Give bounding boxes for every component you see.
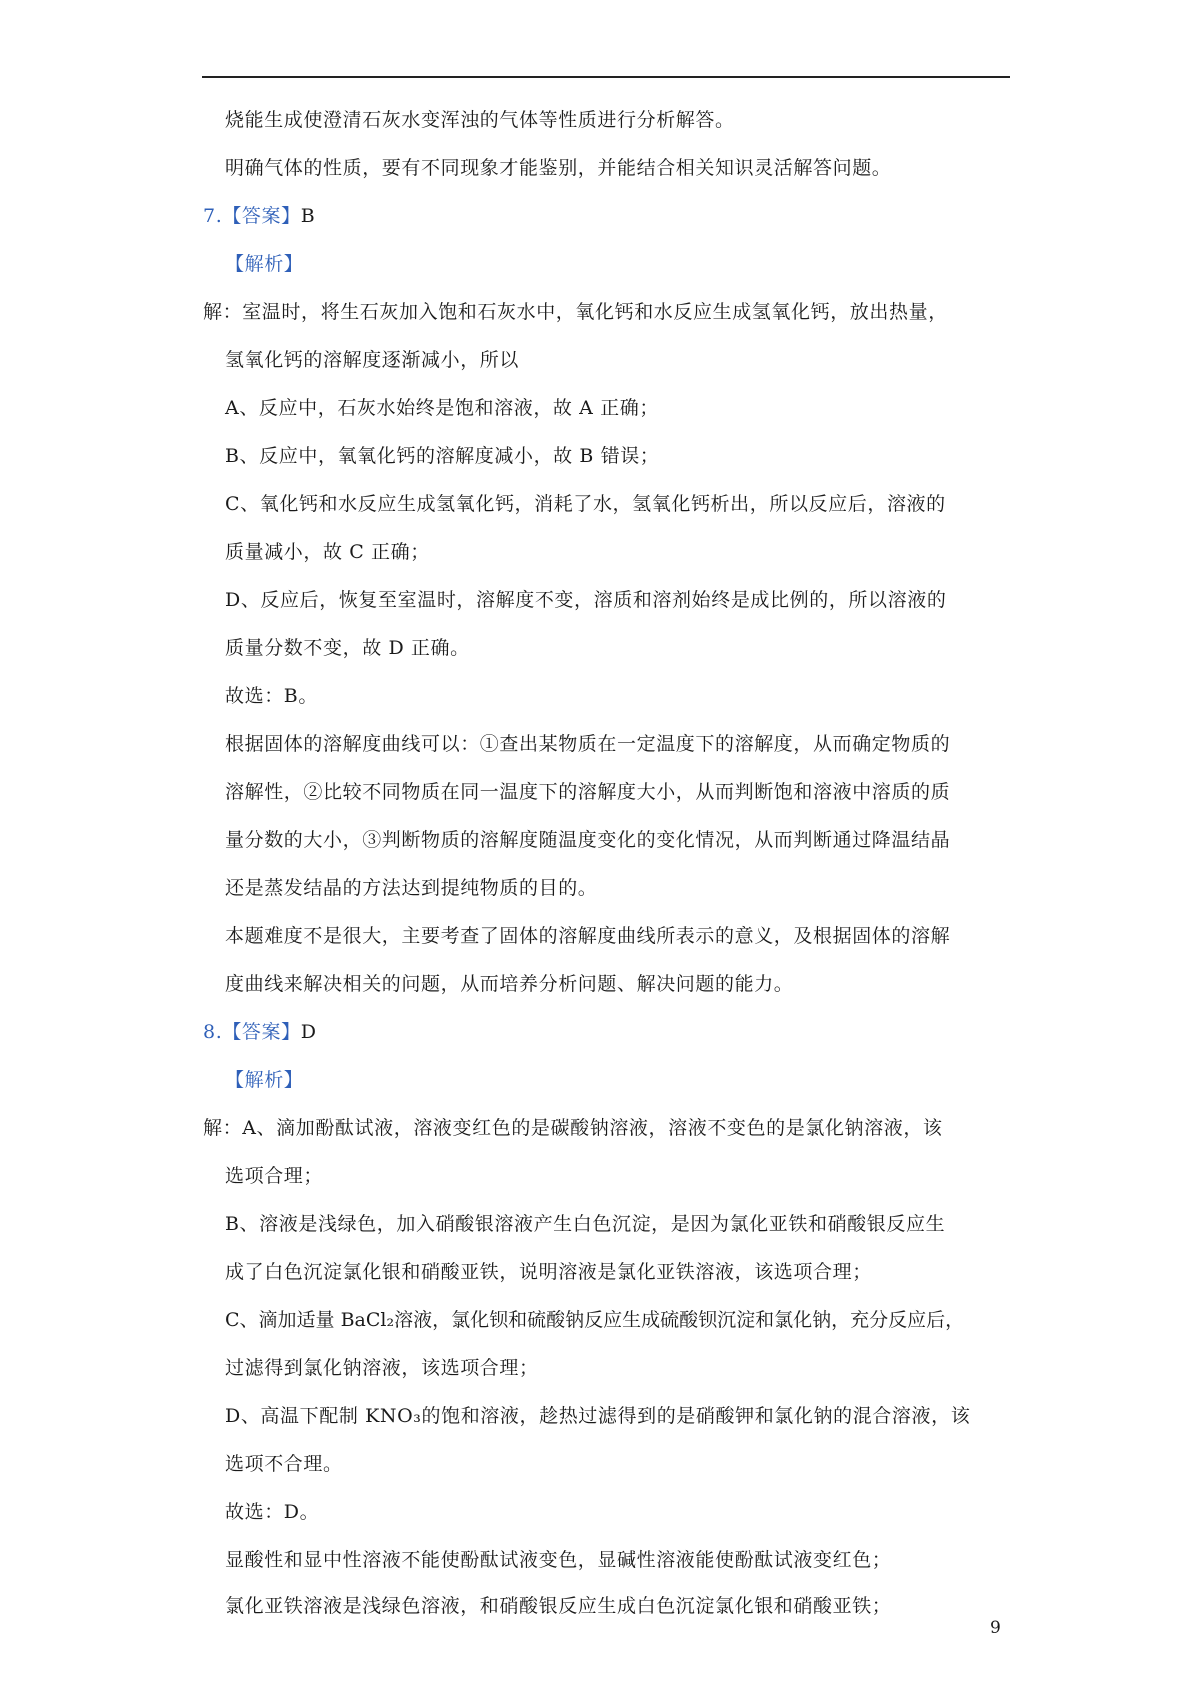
page-number: 9: [990, 1618, 1001, 1638]
text-line: [225, 1404, 970, 1428]
text-line: 本题难度不是很大，主要考查了固体的溶解度曲线所表示的意义，及根据固体的溶解: [225, 925, 951, 947]
text-line: 显酸性和显中性溶液不能使酚酞试液变色，显碱性溶液能使酚酞试液变红色；: [225, 1549, 892, 1571]
text-line: 根据固体的溶解度曲线可以：①查出某物质在一定温度下的溶解度，从而确定物质的: [225, 733, 951, 755]
text-line: 度曲线来解决相关的问题，从而培养分析问题、解决问题的能力。: [225, 973, 794, 995]
text-line: [225, 1308, 964, 1332]
question-number: 7.: [203, 205, 223, 227]
text-line: 烧能生成使澄清石灰水变浑浊的气体等性质进行分析解答。: [225, 109, 735, 131]
text-line: 故选：D。: [225, 1501, 320, 1523]
answer-value: D: [300, 1021, 317, 1043]
text-span: 溶液，氯化钡和硫酸钠反应生成硫酸钡沉淀和氯化钠，充分反应后，: [394, 1309, 965, 1331]
text-line: 氯化亚铁溶液是浅绿色溶液，和硝酸银反应生成白色沉淀氯化银和硝酸亚铁；: [225, 1595, 892, 1617]
text-line: C、氧化钙和水反应生成氢氧化钙，消耗了水，氢氧化钙析出，所以反应后，溶液的: [225, 493, 946, 515]
text-line: 解：室温时，将生石灰加入饱和石灰水中，氧化钙和水反应生成氢氧化钙，放出热量，: [203, 301, 948, 323]
text-line: 故选：B。: [225, 685, 318, 707]
text-line: A、反应中，石灰水始终是饱和溶液，故 A 正确；: [225, 397, 659, 419]
subscript: ₃: [413, 1405, 422, 1427]
text-line: 溶解性，②比较不同物质在同一温度下的溶解度大小，从而判断饱和溶液中溶质的质: [225, 781, 951, 803]
text-line: 质量减小，故 C 正确；: [225, 541, 430, 563]
text-span: 的饱和溶液，趁热过滤得到的是硝酸钾和氯化钠的混合溶液，该: [421, 1405, 971, 1427]
text-line: 解：A、滴加酚酞试液，溶液变红色的是碳酸钠溶液，溶液不变色的是氯化钠溶液，该: [203, 1117, 943, 1139]
text-line: 还是蒸发结晶的方法达到提纯物质的目的。: [225, 877, 598, 899]
text-line: 成了白色沉淀氯化银和硝酸亚铁，说明溶液是氯化亚铁溶液，该选项合理；: [225, 1261, 872, 1283]
header-rule: [202, 76, 1010, 78]
text-span: C、滴加适量 BaCl: [225, 1309, 387, 1331]
analysis-tag: 【解析】: [225, 1069, 304, 1091]
text-line: 选项合理；: [225, 1165, 324, 1187]
answer-8: [203, 1020, 317, 1044]
text-line: B、反应中，氧氧化钙的溶解度减小，故 B 错误；: [225, 445, 660, 467]
text-line: 选项不合理。: [225, 1453, 343, 1475]
answer-7: [203, 204, 315, 228]
text-span: D、高温下配制 KNO: [225, 1405, 414, 1427]
answer-tag: 【答案】: [222, 205, 301, 227]
text-line: 过滤得到氯化钠溶液，该选项合理；: [225, 1357, 539, 1379]
text-line: B、溶液是浅绿色，加入硝酸银溶液产生白色沉淀，是因为氯化亚铁和硝酸银反应生: [225, 1213, 946, 1235]
answer-tag: 【答案】: [222, 1021, 301, 1043]
text-line: 氢氧化钙的溶解度逐渐减小，所以: [225, 349, 520, 371]
text-line: D、反应后，恢复至室温时，溶解度不变，溶质和溶剂始终是成比例的，所以溶液的: [225, 589, 947, 611]
answer-value: B: [300, 205, 316, 227]
analysis-tag: 【解析】: [225, 253, 304, 275]
text-line: 质量分数不变，故 D 正确。: [225, 637, 470, 659]
text-line: 量分数的大小，③判断物质的溶解度随温度变化的变化情况，从而判断通过降温结晶: [225, 829, 951, 851]
subscript: ₂: [386, 1309, 395, 1331]
text-line: 明确气体的性质，要有不同现象才能鉴别，并能结合相关知识灵活解答问题。: [225, 157, 892, 179]
question-number: 8.: [203, 1021, 223, 1043]
